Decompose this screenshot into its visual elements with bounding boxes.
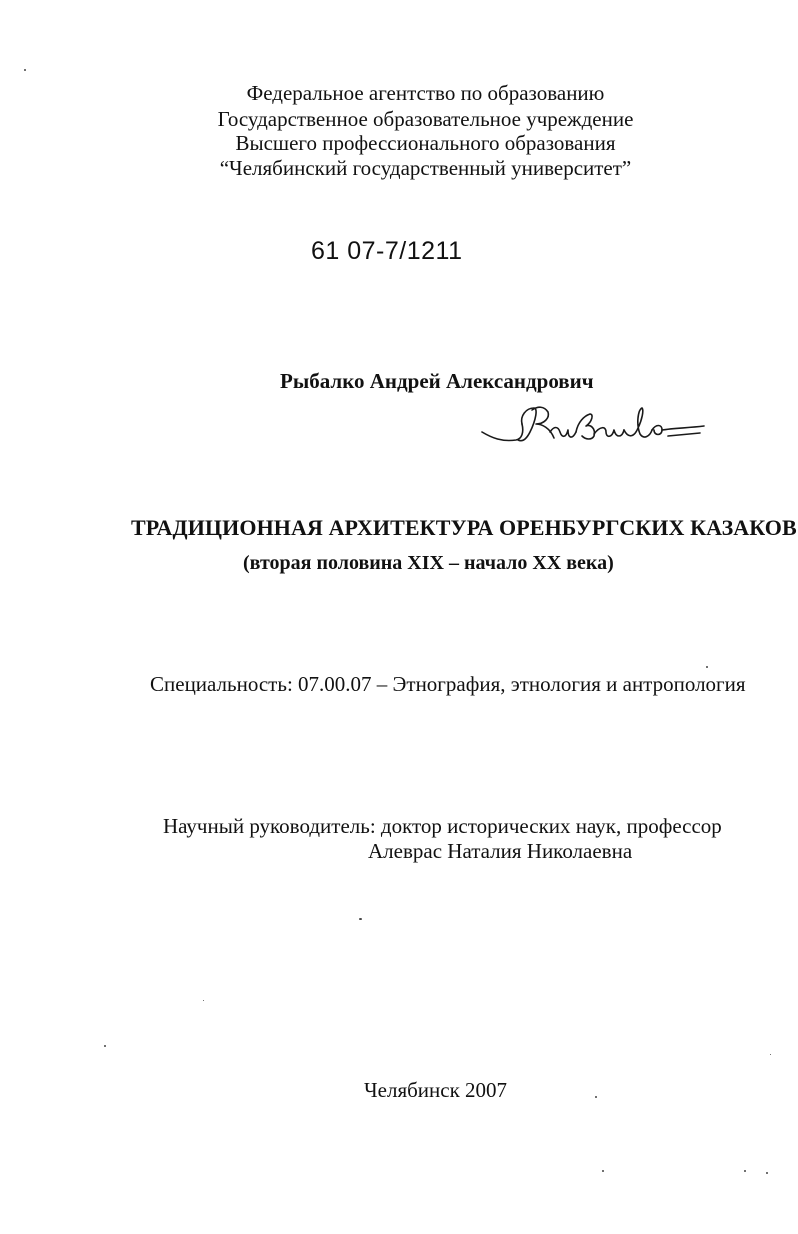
catalog-stamp-number: 61 07-7/1211 <box>311 237 463 265</box>
scan-speck <box>602 1170 604 1172</box>
scan-speck <box>595 1096 597 1098</box>
institution-line-1: Федеральное агентство по образованию <box>246 81 605 105</box>
dissertation-title: ТРАДИЦИОННАЯ АРХИТЕКТУРА ОРЕНБУРГСКИХ КАЗАКОВ <box>131 515 797 540</box>
scan-speck <box>770 1054 771 1055</box>
scan-speck <box>706 666 708 668</box>
scan-speck <box>766 1172 768 1174</box>
handwritten-signature <box>478 402 706 454</box>
dissertation-subtitle: (вторая половина XIX – начало XX века) <box>243 552 614 574</box>
institution-line-2: Государственное образовательное учреждение <box>217 107 634 131</box>
institution-line-4: “Челябинский государственный университет” <box>219 156 632 180</box>
scan-speck <box>24 69 26 71</box>
author-name: Рыбалко Андрей Александрович <box>280 369 594 393</box>
scan-speck <box>203 1000 204 1001</box>
scan-speck <box>359 918 362 920</box>
institution-line-3: Высшего профессионального образования <box>235 131 616 155</box>
specialty: Специальность: 07.00.07 – Этнография, этнология и антропология <box>150 672 746 696</box>
supervisor-name: Алеврас Наталия Николаевна <box>368 839 633 863</box>
scan-speck <box>104 1045 106 1047</box>
supervisor-label: Научный руководитель: доктор исторических наук, профессор <box>163 814 722 838</box>
scan-speck <box>744 1170 746 1172</box>
city-and-year: Челябинск 2007 <box>364 1078 508 1102</box>
